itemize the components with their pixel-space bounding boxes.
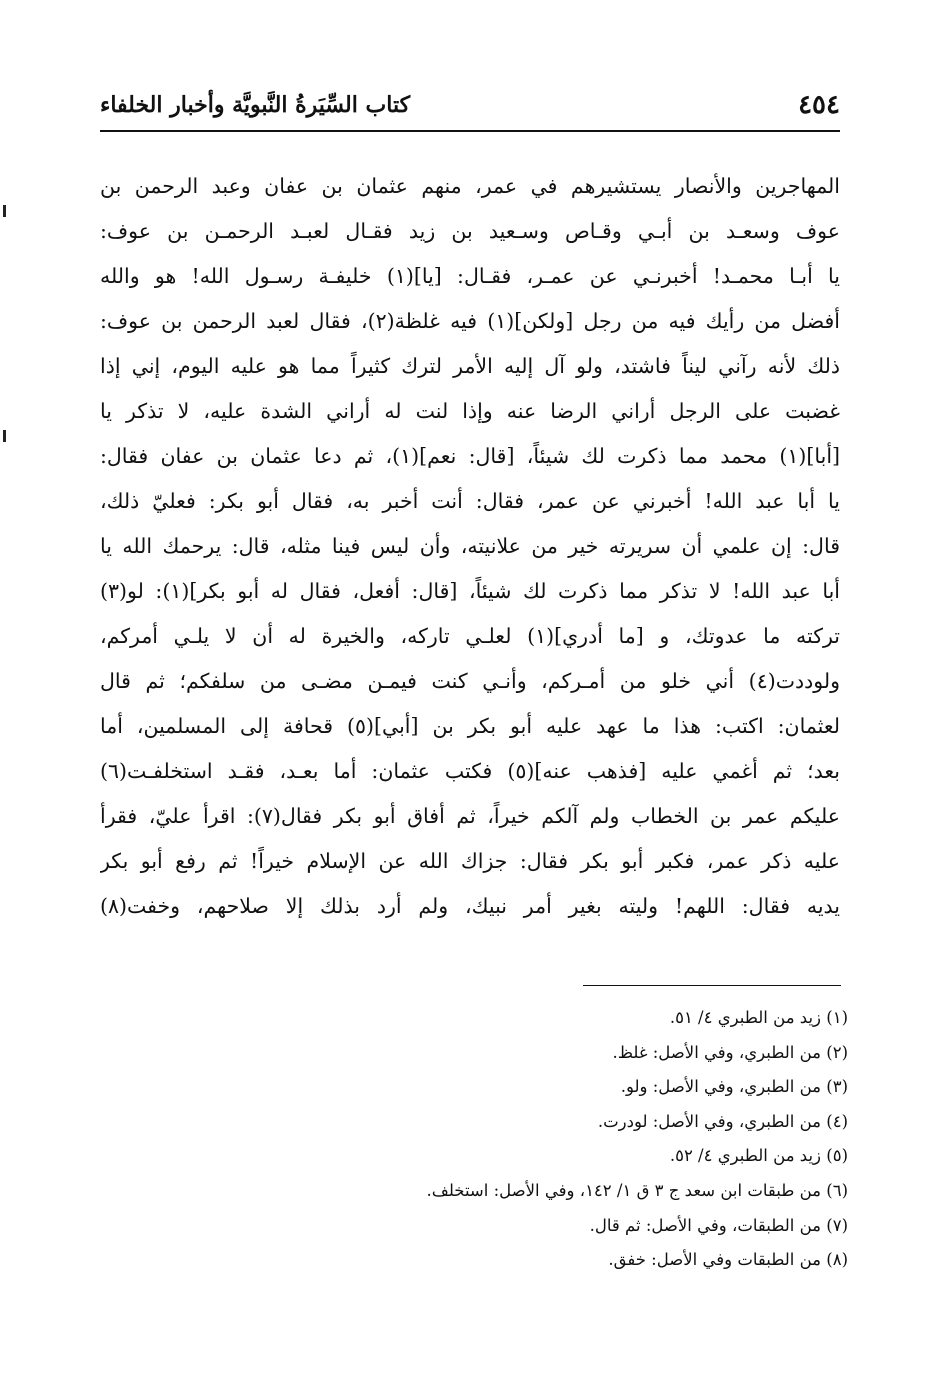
footnote: (٢) من الطبري، وفي الأصل: غلظ.	[612, 1042, 848, 1062]
text-line: [أبا](١) محمد مما ذكرت لك شيئاً، [قال: نعم](١)، ثم دعا عثمان بن عفان فقال:	[100, 444, 840, 468]
text-line: أبا عبد الله! لا تذكر مما ذكرت لك شيئاً، [قال: أفعل، فقال له أبو بكر](١): لو(٣)	[100, 579, 840, 603]
footnote-separator	[583, 985, 841, 986]
footnote: (٨) من الطبقات وفي الأصل: خفق.	[608, 1250, 848, 1270]
text-line: عليكم عمر بن الخطاب ولم آلكم خيراً، ثم أفاق أبو بكر فقال(٧): اقرأ عليّ، فقرأ	[100, 804, 840, 828]
text-line: يا أبـا محمـد! أخبرنـي عن عمـر، فقـال: [يا](١) خليفـة رسـول الله! هو والله	[100, 264, 840, 288]
text-line: ذلك لأنه رآني ليناً فاشتد، ولو آل إليه الأمر لترك كثيراً مما هو عليه اليوم، إني إذا	[100, 354, 840, 378]
text-line: عوف وسعـد بن أبـي وقـاص وسـعيد بن زيد فقـال لعبـد الرحمـن بن عوف:	[100, 219, 840, 243]
text-line: المهاجرين والأنصار يستشيرهم في عمر، منهم عثمان بن عفان وعبد الرحمن بن	[100, 174, 840, 198]
book-title: كتاب السِّيَرةُ النَّبويَّة وأخبار الخلفاء	[100, 92, 411, 118]
scan-edge-mark	[3, 430, 6, 442]
main-text	[100, 166, 840, 931]
page-number: ٤٥٤	[798, 90, 840, 120]
text-line: عليه ذكر عمر، فكبر أبو بكر فقال: جزاك الله عن الإسلام خيراً! ثم رفع أبو بكر	[100, 849, 840, 873]
footnote: (٣) من الطبري، وفي الأصل: ولو.	[620, 1077, 848, 1097]
text-line: يا أبا عبد الله! أخبرني عن عمر، فقال: أنت أخبر به، فقال أبو بكر: فعليّ ذلك،	[100, 489, 840, 513]
footnotes	[300, 1003, 848, 1280]
footnote: (٥) زيد من الطبري ٤/ ٥٢.	[669, 1146, 848, 1166]
text-line: يديه فقال: اللهم! وليته بغير أمر نبيك، ولم أرد بذلك إلا صلاحهم، وخفت(٨)	[100, 894, 840, 918]
footnote: (٤) من الطبري، وفي الأصل: لودرت.	[597, 1111, 848, 1131]
text-line: بعد؛ ثم أغمي عليه [فذهب عنه](٥) فكتب عثمان: أما بعـد، فقـد استخلفـت(٦)	[100, 759, 840, 783]
text-line: أفضل من رأيك فيه من رجل [ولكن](١) فيه غلظة(٢)، فقال لعبد الرحمن بن عوف:	[100, 309, 840, 333]
text-line: تركته ما عدوتك، و [ما أدري](١) لعلـي تاركه، والخيرة له أن لا يلـي أمركم،	[100, 624, 840, 648]
text-line: ولوددت(٤) أني خلو من أمـركم، وأنـي كنت فيمـن مضـى من سلفكم؛ ثم قال	[100, 669, 840, 693]
text-line: غضبت على الرجل أراني الرضا عنه وإذا لنت له أراني الشدة عليه، لا تذكر يا	[100, 399, 840, 423]
footnote: (١) زيد من الطبري ٤/ ٥١.	[669, 1008, 848, 1027]
running-header	[100, 86, 840, 132]
footnote: (٦) من طبقات ابن سعد ج ٣ ق ١/ ١٤٢، وفي الأصل: استخلف.	[426, 1180, 848, 1200]
text-line: قال: إن علمي أن سريرته خير من علانيته، وأن ليس فينا مثله، قال: يرحمك الله يا	[100, 534, 840, 558]
scan-edge-mark	[3, 205, 6, 217]
text-line: لعثمان: اكتب: هذا ما عهد عليه أبو بكر بن [أبي](٥) قحافة إلى المسلمين، أما	[100, 714, 840, 738]
footnote: (٧) من الطبقات، وفي الأصل: ثم قال.	[589, 1215, 848, 1235]
